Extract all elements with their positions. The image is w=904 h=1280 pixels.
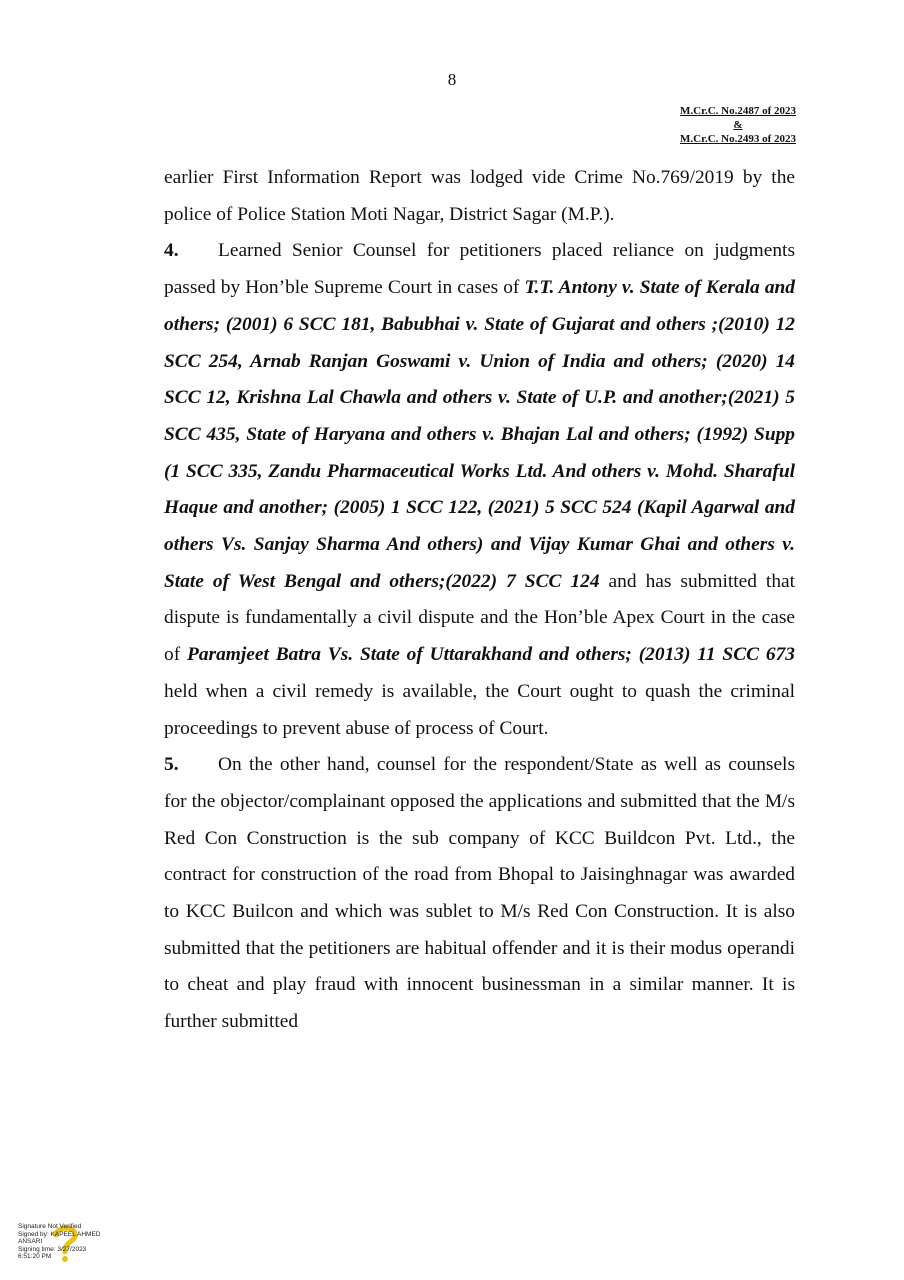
paragraph-number: 5. — [164, 754, 179, 776]
signature-status: Signature Not Verified — [18, 1223, 82, 1230]
page-number: 8 — [447, 70, 457, 89]
paragraph-text: and has submitted that dispute is fundamentally a civil dispute and the Hon’ble Apex Court in the case of — [164, 570, 796, 666]
paragraph-text: held when a civil remedy is available, the Court ought to quash the criminal proceedings to prevent abuse of process of Court. — [164, 680, 795, 739]
signature-time: Signing time: 3/27/2023 — [18, 1245, 87, 1253]
case-reference — [680, 104, 796, 146]
paragraph-4 — [164, 233, 795, 747]
paragraph-continued: earlier First Information Report was lodged vide Crime No.769/2019 by the police of Police Station Moti Nagar, District Sagar (M.P.). — [164, 167, 795, 225]
case-ref-line2: M.Cr.C. No.2493 of 2023 — [680, 133, 796, 145]
document-body — [164, 160, 795, 1041]
digital-signature-block — [18, 1223, 128, 1265]
case-citation: Paramjeet Batra Vs. State of Uttarakhand and others; (2013) 11 SCC 673 — [187, 644, 795, 666]
signature-time-cont: 6:51:20 PM — [18, 1253, 52, 1261]
case-ref-line1: M.Cr.C. No.2487 of 2023 — [680, 105, 796, 117]
signature-signer-cont: ANSARI — [18, 1238, 43, 1246]
case-ref-ampersand: & — [733, 119, 743, 131]
case-citations: T.T. Antony v. State of Kerala and others; (2001) 6 SCC 181, Babubhai v. State of Gujarat and others ;(2010) 12 SCC 254, Arnab Ranjan Goswami v. Union of India and others; (2020) 14 SCC 12, Krishna Lal Chawla and others v. State of U.P. and another;(2021) 5 SCC 435, State of Haryana and others v. Bhajan Lal and others; (1992) Supp (1 SCC 335, Zandu Pharmaceutical Works Ltd. And others v. Mohd. Sharaful Haque and another; (2005) 1 SCC 122, (2021) 5 SCC 524 (Kapil Agarwal and others Vs. Sanjay Sharma And others) and Vijay Kumar Ghai and others v. State of West Bengal and others;(2022) 7 SCC 124 — [164, 277, 795, 592]
paragraph-number: 4. — [164, 240, 179, 262]
paragraph-text: On the other hand, counsel for the respondent/State as well as counsels for the objector/complainant opposed the applications and submitted that the M/s Red Con Construction is the sub company of KCC Buildcon Pvt. Ltd., the contract for construction of the road from Bhopal to Jaisinghnagar was awarded to KCC Builcon and which was sublet to M/s Red Con Construction. It is also submitted that the petitioners are habitual offender and it is their modus operandi to cheat and play fraud with innocent businessman in a similar manner. It is further submitted — [164, 754, 795, 1033]
signature-signer: Signed by: KAPEEL AHMED — [18, 1230, 101, 1238]
paragraph-text: Learned Senior Counsel for petitioners placed reliance on judgments passed by Hon’ble Supreme Court in cases of — [164, 240, 795, 299]
paragraph-5 — [164, 747, 795, 1041]
